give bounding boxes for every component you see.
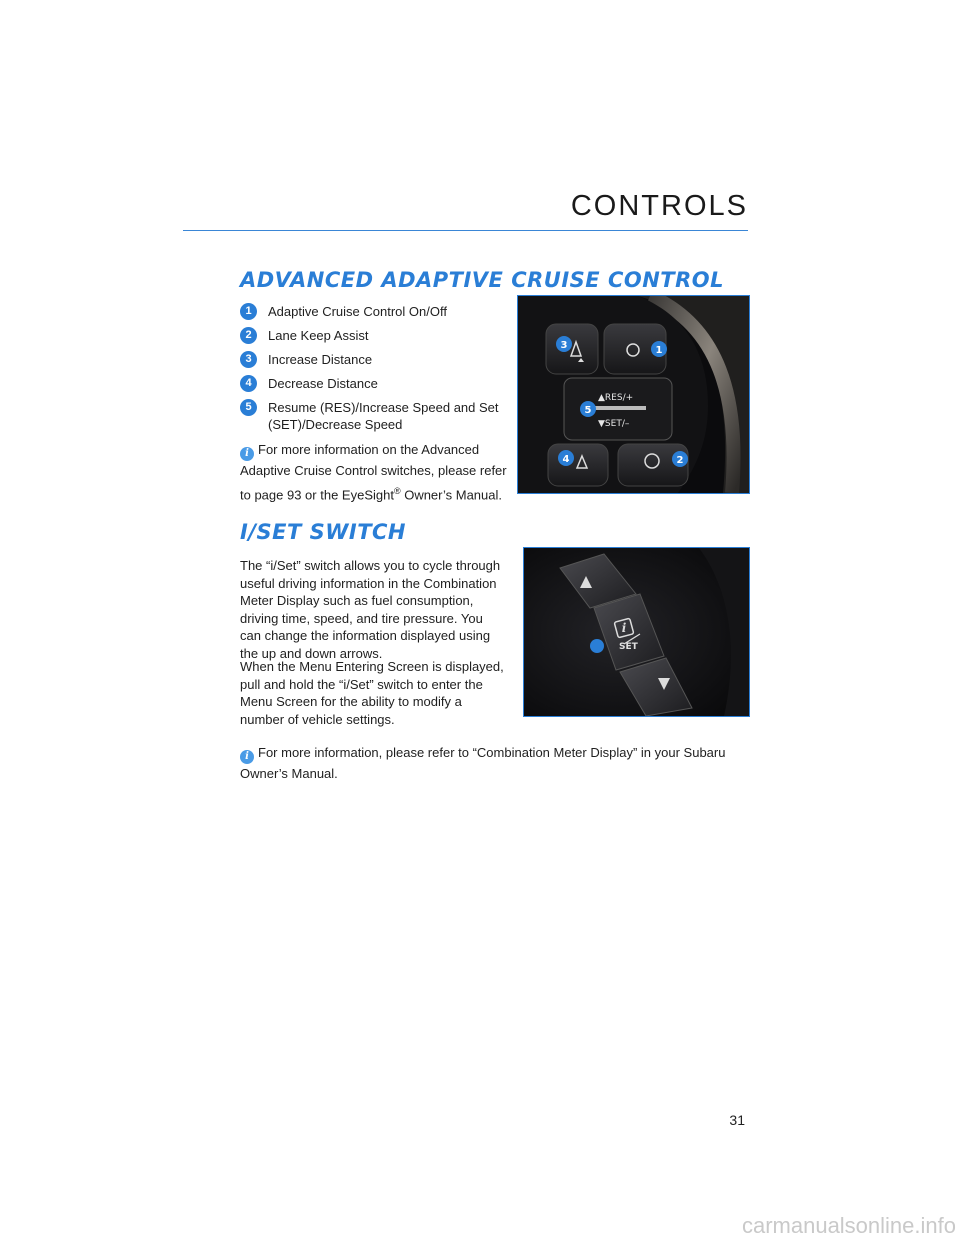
iset-switch-photo bbox=[523, 547, 750, 717]
iset-heading: I/SET SWITCH bbox=[240, 520, 407, 544]
callout-2: 2 bbox=[676, 455, 684, 466]
iset-paragraph-2: When the Menu Entering Screen is displayed, pull and hold the “i/Set” switch to enter the Menu Screen for the ability to modify a number of vehicle settings. bbox=[240, 659, 504, 727]
list-item bbox=[240, 399, 510, 433]
list-item bbox=[240, 303, 510, 320]
callout-badge: 1 bbox=[240, 303, 257, 320]
page-number: 31 bbox=[729, 1112, 745, 1128]
res-label: ▲RES/+ bbox=[598, 393, 634, 403]
aacc-heading: ADVANCED ADAPTIVE CRUISE CONTROL bbox=[240, 268, 725, 292]
list-item bbox=[240, 375, 510, 392]
callout-1: 1 bbox=[655, 345, 663, 356]
callout-3: 3 bbox=[560, 340, 568, 351]
steering-wheel-illustration bbox=[518, 296, 749, 493]
iset-info-note bbox=[240, 743, 750, 784]
list-item-label: Resume (RES)/Increase Speed and Set (SET)/Decrease Speed bbox=[268, 400, 499, 432]
watermark: carmanualsonline.info bbox=[741, 1213, 956, 1238]
set-label: SET bbox=[619, 642, 638, 652]
section-header-title: CONTROLS bbox=[570, 190, 748, 222]
note-text: For more information on the Advanced Adaptive Cruise Control switches, please refer to page 93 or the EyeSight bbox=[240, 442, 507, 503]
callout-badge: 3 bbox=[240, 351, 257, 368]
list-item-label: Decrease Distance bbox=[268, 376, 378, 391]
iset-paragraph-1: The “i/Set” switch allows you to cycle through useful driving information in the Combination Meter Display such as fuel consumption, driving time, speed, and tire pressure. You can change the information displayed using the up and down arrows. bbox=[240, 558, 501, 661]
registered-mark: ® bbox=[393, 486, 401, 496]
aacc-control-list bbox=[240, 303, 510, 440]
aacc-info-note bbox=[240, 440, 510, 505]
callout-badge: 5 bbox=[240, 399, 257, 416]
steering-wheel-switch-photo bbox=[517, 295, 750, 494]
callout-5: 5 bbox=[584, 405, 592, 416]
list-item-label: Increase Distance bbox=[268, 352, 373, 367]
header-divider bbox=[183, 230, 748, 231]
callout-badge: 4 bbox=[240, 375, 257, 392]
list-item bbox=[240, 327, 510, 344]
note-text: For more information, please refer to “Combination Meter Display” in your Subaru Owner’s Manual. bbox=[240, 745, 726, 781]
i-label: i bbox=[621, 621, 627, 635]
callout-4: 4 bbox=[562, 454, 570, 465]
set-label: ▼SET/– bbox=[598, 419, 630, 429]
note-text-end: Owner’s Manual. bbox=[400, 487, 502, 503]
list-item-label: Lane Keep Assist bbox=[268, 328, 369, 343]
list-item-label: Adaptive Cruise Control On/Off bbox=[268, 304, 447, 319]
callout-dot bbox=[590, 639, 604, 653]
iset-switch-illustration bbox=[524, 548, 749, 716]
info-icon: i bbox=[240, 447, 254, 461]
info-icon: i bbox=[240, 750, 254, 764]
callout-badge: 2 bbox=[240, 327, 257, 344]
list-item bbox=[240, 351, 510, 368]
